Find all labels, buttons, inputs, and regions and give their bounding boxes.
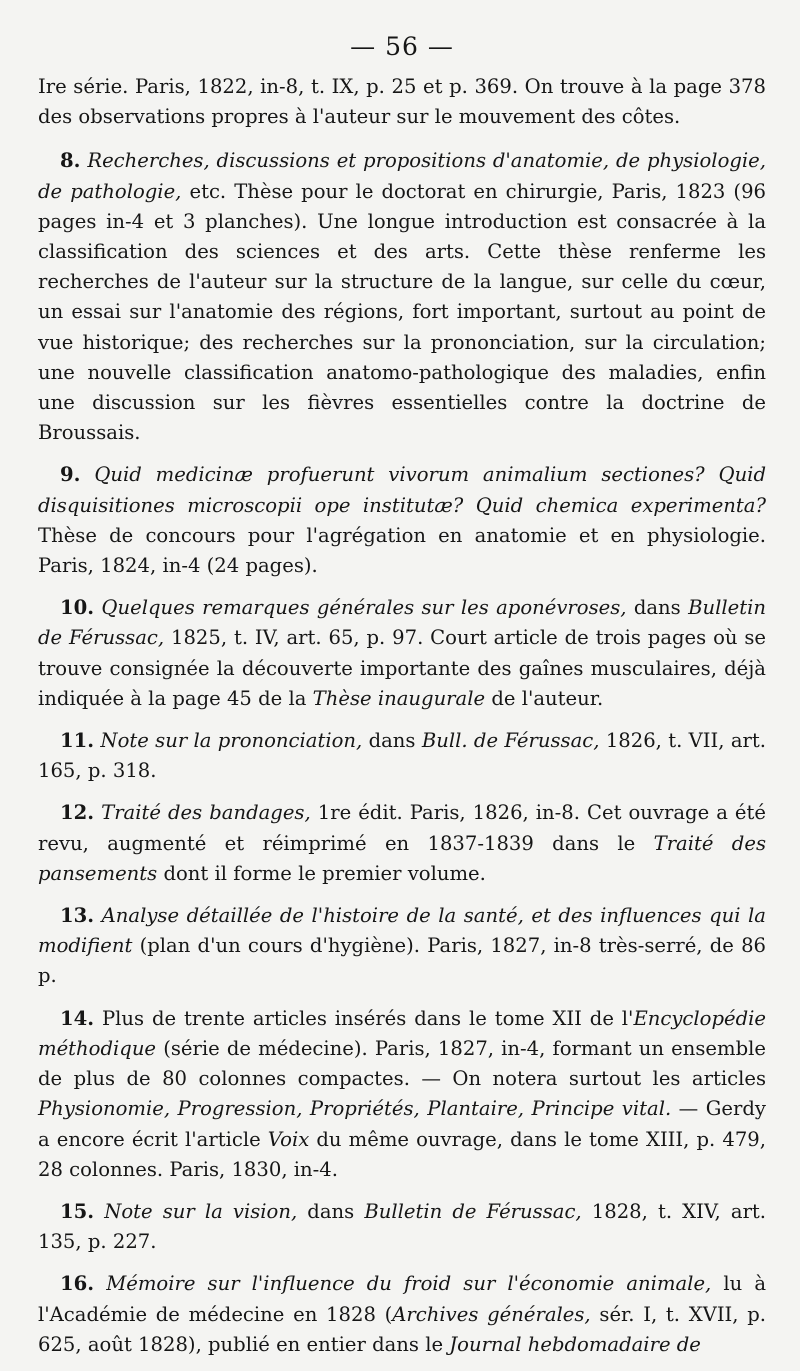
entry-number: 15.: [60, 1199, 95, 1223]
entry-number: 14.: [60, 1006, 95, 1030]
entry-title: Mémoire sur l'influence du froid sur l'économie animale,: [106, 1272, 712, 1296]
entry-number: 13.: [60, 904, 95, 928]
entry-text: 1re édit. Paris, 1826, in-8. Cet ouvrage a été revu, augmenté et réimprimé en 1837-1839 dans le: [38, 801, 766, 855]
entry-text: sér. I, t. XVII, p. 625, août 1828), publié en entier dans le: [38, 1302, 767, 1356]
entry-title: Recherches, discussions et propositions d'anatomie, de physiologie, de pathologie,: [38, 149, 766, 203]
entry-text: dans: [633, 596, 681, 620]
entry-journal: Bull. de Férussac,: [421, 729, 600, 753]
entry-articles: Physionomie, Progression, Propriétés, Plantaire, Principe vital.: [38, 1097, 672, 1121]
entry-journal: Bulletin de Férussac,: [38, 596, 766, 650]
entry-title: Note sur la vision,: [104, 1199, 298, 1223]
entry-text: Ire série. Paris, 1822, in-8, t. IX, p. 25 et p. 369. On trouve à la page 378 des observations propres à l'auteur sur le mouvement des côtes.: [38, 75, 766, 129]
entry-text: dans: [307, 1199, 355, 1223]
entry-title: Analyse détaillée de l'histoire de la santé, et des influences qui la modifient: [38, 904, 766, 958]
entry-text: etc. Thèse pour le doctorat en chirurgie, Paris, 1823 (96 pages in-4 et 3 planches). Une longue introduction est consacrée à la classification des sciences et des arts. Cette thèse renferme les recherches de l'auteur sur la structure de la langue, sur celle du cœur, un essai sur l'anatomie des régions, fort important, surtout au point de vue historique; des recherches sur la prononciation, sur la circulation; une nouvelle classification anatomo-pathologique des maladies, enfin une discussion sur les fièvres essentielles contre la doctrine de Broussais.: [38, 179, 767, 445]
entry-16: [38, 1269, 766, 1360]
entry-text: dans: [368, 729, 416, 753]
entry-14: [38, 1004, 766, 1185]
entry-text: 1828, t. XIV, art. 135, p. 227.: [38, 1199, 767, 1254]
entry-article-voix: Voix: [267, 1127, 310, 1151]
entry-title: Quid medicinæ profuerunt vivorum animalium sectiones? Quid disquisitiones microscopii ope institutæ? Quid chemica experimenta?: [38, 463, 766, 517]
entry-11: [38, 726, 766, 786]
entry-10: [38, 593, 766, 714]
entry-journal: Bulletin de Férussac,: [364, 1199, 582, 1223]
entry-title: Note sur la prononciation,: [100, 729, 363, 753]
entry-reference: Traité des pansements: [38, 831, 767, 885]
entry-12: [38, 798, 766, 889]
entry-text: Plus de trente articles insérés dans le tome XII de l': [101, 1006, 634, 1030]
entry-title: Quelques remarques générales sur les aponévroses,: [101, 596, 627, 620]
entry-reference: Encyclopédie méthodique: [38, 1006, 766, 1060]
page-number: — 56 —: [350, 32, 454, 61]
entry-journal-2: Journal hebdomadaire de: [449, 1332, 701, 1356]
entry-text: de l'auteur.: [491, 686, 604, 710]
entry-reference: Thèse inaugurale: [312, 686, 486, 710]
entry-number: 8.: [60, 149, 81, 173]
entry-text: (plan d'un cours d'hygiène). Paris, 1827, in-8 très-serré, de 86 p.: [38, 934, 767, 988]
entry-15: [38, 1197, 766, 1257]
entry-text: Thèse de concours pour l'agrégation en anatomie et en physiologie. Paris, 1824, in-4 (24 pages).: [38, 523, 766, 578]
entry-text: 1826, t. VII, art. 165, p. 318.: [38, 729, 766, 783]
entry-journal: Archives générales,: [392, 1302, 591, 1326]
entry-13: [38, 901, 766, 992]
entry-number: 12.: [60, 801, 95, 825]
entry-title: Traité des bandages,: [101, 801, 311, 825]
entry-text: 1825, t. IV, art. 65, p. 97. Court article de trois pages où se trouve consignée la découverte importante des gaînes musculaires, déjà indiquée à la page 45 de la: [38, 626, 767, 710]
entry-number: 16.: [60, 1272, 95, 1296]
entry-9: [38, 460, 766, 581]
entry-text: (série de médecine). Paris, 1827, in-4, formant un ensemble de plus de 80 colonnes compactes. — On notera surtout les articles: [38, 1036, 766, 1091]
entry-number: 11.: [60, 729, 95, 753]
entry-number: 10.: [60, 596, 95, 620]
entry-text: lu à l'Académie de médecine en 1828 (: [38, 1272, 767, 1326]
entry-text: du même ouvrage, dans le tome XIII, p. 479, 28 colonnes. Paris, 1830, in-4.: [38, 1127, 766, 1181]
entry-number: 9.: [60, 463, 81, 487]
entry-text: — Gerdy a encore écrit l'article: [38, 1097, 766, 1151]
entry-continuation: [38, 72, 766, 132]
entry-8: [38, 146, 766, 448]
entry-text: dont il forme le premier volume.: [163, 861, 486, 885]
